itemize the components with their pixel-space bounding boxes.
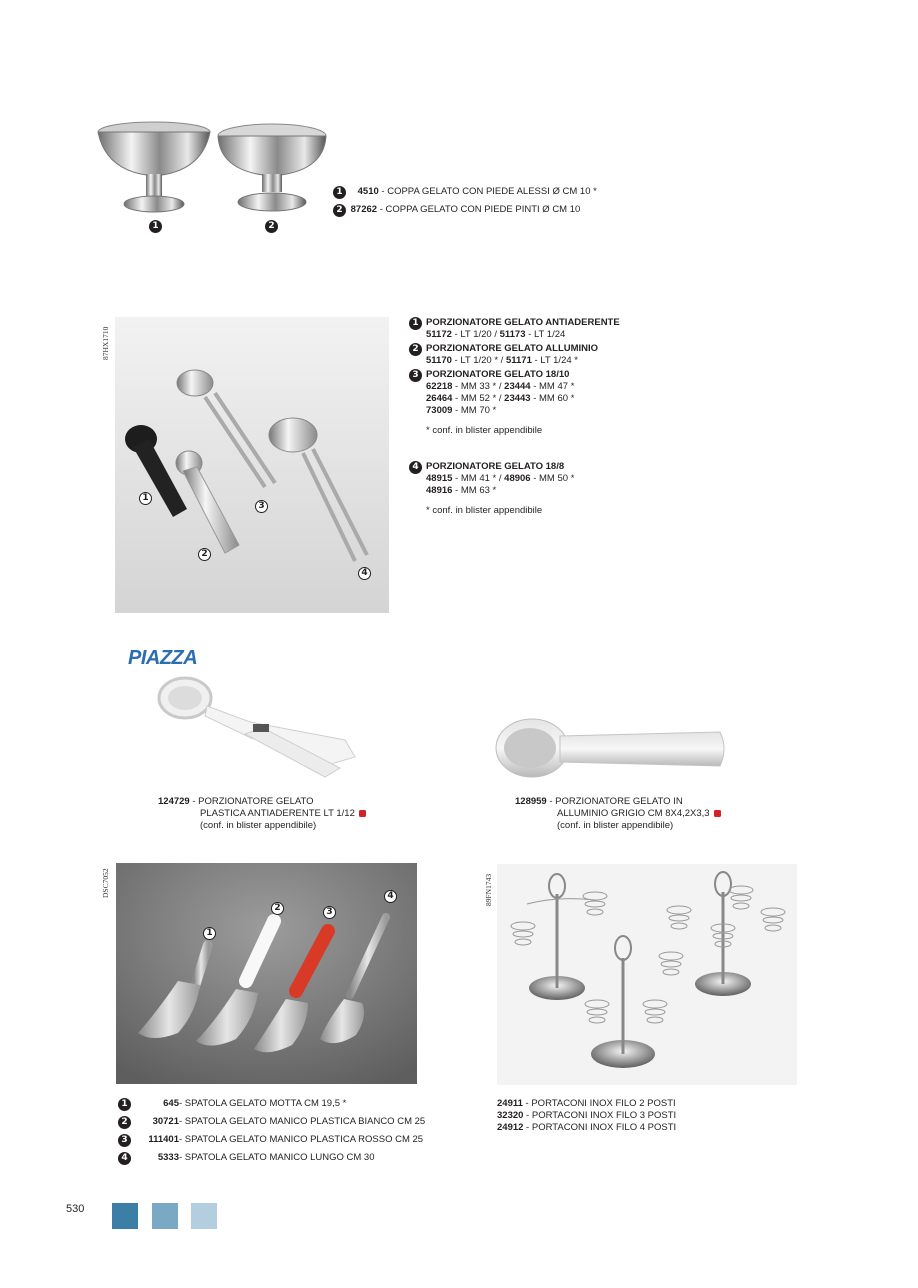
porzionatore-item-4 <box>409 461 709 517</box>
text: - LT 1/24 <box>525 329 566 340</box>
product-code: 87262 <box>350 204 378 215</box>
caption-line-3: (conf. in blister appendibile) <box>557 820 674 831</box>
text: - LT 1/20 * / <box>451 355 506 366</box>
product-desc: - PORTACONI INOX FILO 3 POSTI <box>523 1110 677 1121</box>
product-desc: - PORZIONATORE GELATO IN <box>546 796 683 807</box>
spatole-list <box>118 1098 425 1165</box>
item-title-text: PORZIONATORE GELATO 18/8 <box>426 461 565 472</box>
portaconi-line-3 <box>497 1122 676 1134</box>
text: - MM 41 * / <box>452 473 505 484</box>
text: - MM 60 * <box>530 393 575 404</box>
caption-line-3: (conf. in blister appendibile) <box>200 820 317 831</box>
product-desc: - COPPA GELATO CON PIEDE ALESSI Ø CM 10 * <box>378 186 597 197</box>
text: - MM 33 * / <box>452 381 505 392</box>
footer-swatch-light <box>191 1203 217 1229</box>
item-row <box>426 405 709 417</box>
code: 51171 <box>505 355 532 366</box>
product-code: 32320 <box>497 1110 524 1121</box>
text: - MM 63 * <box>452 485 497 496</box>
code: 23443 <box>504 393 531 404</box>
number-badge: 3 <box>118 1134 131 1147</box>
number-badge: 1 <box>118 1098 131 1111</box>
code: 48915 <box>426 473 453 484</box>
caption-line-2 <box>515 808 721 820</box>
coppa-line-1 <box>333 186 597 199</box>
item-title <box>426 461 709 473</box>
porzionatore-label-3: 3 <box>255 500 268 513</box>
code: 48916 <box>426 485 453 496</box>
code: 51172 <box>426 329 452 340</box>
spatola-line-1 <box>118 1098 425 1111</box>
photo-code-3: 89FN1743 <box>484 873 493 906</box>
alu-scoop-illustration <box>494 718 728 780</box>
item-note: * conf. in blister appendibile <box>426 425 543 436</box>
coppa-list <box>333 186 597 217</box>
item-title-text: PORZIONATORE GELATO ANTIADERENTE <box>426 317 620 328</box>
product-desc: - COPPA GELATO CON PIEDE PINTI Ø CM 10 <box>377 204 581 215</box>
spatola-label-4: 4 <box>384 890 397 903</box>
product-code: 24912 <box>497 1122 524 1133</box>
spatola-line-3 <box>118 1134 425 1147</box>
red-marker-icon <box>359 810 366 817</box>
coppa-label-1: 1 <box>149 220 162 233</box>
porzionatore-item-1 <box>409 317 709 341</box>
number-badge: 4 <box>409 461 422 474</box>
caption-line-2 <box>158 808 366 820</box>
product-desc: - PORTACONI INOX FILO 2 POSTI <box>522 1098 676 1109</box>
item-row <box>426 355 709 367</box>
alu-scoop-image <box>494 718 728 780</box>
code: 51173 <box>499 329 526 340</box>
piazza-scoop-image <box>155 672 365 787</box>
piazza-right-caption <box>515 796 721 832</box>
spatole-illustration <box>116 863 417 1084</box>
code: 51170 <box>426 355 452 366</box>
portaconi-photo <box>497 864 797 1085</box>
code: 23444 <box>504 381 531 392</box>
text: - LT 1/20 / <box>451 329 500 340</box>
caption-line-1 <box>515 796 721 808</box>
spatola-label-2: 2 <box>271 902 284 915</box>
porzionatore-label-2: 2 <box>198 548 211 561</box>
number-badge: 2 <box>118 1116 131 1129</box>
code: 48906 <box>504 473 531 484</box>
product-desc: - SPATOLA GELATO MANICO PLASTICA BIANCO CM 25 <box>179 1116 426 1127</box>
item-row <box>426 393 709 405</box>
item-note: * conf. in blister appendibile <box>426 505 543 516</box>
code: 73009 <box>426 405 453 416</box>
item-title-text: PORZIONATORE GELATO ALLUMINIO <box>426 343 599 354</box>
item-title-text: PORZIONATORE GELATO 18/10 <box>426 369 570 380</box>
product-code: 5333 <box>157 1152 179 1163</box>
number-badge: 4 <box>118 1152 131 1165</box>
spatola-label-3: 3 <box>323 906 336 919</box>
porzionatore-item-2 <box>409 343 709 367</box>
product-desc: - SPATOLA GELATO MANICO PLASTICA ROSSO CM 25 <box>179 1134 424 1145</box>
product-desc: - SPATOLA GELATO MANICO LUNGO CM 30 <box>179 1152 375 1163</box>
caption-line-1 <box>158 796 366 808</box>
footer-swatch-medium <box>152 1203 178 1229</box>
number-badge: 2 <box>409 343 422 356</box>
portaconi-list <box>497 1098 676 1134</box>
product-code: 128959 <box>515 796 547 807</box>
portaconi-line-2 <box>497 1110 676 1122</box>
porzionatore-label-4: 4 <box>358 567 371 580</box>
porzionatori-list <box>409 317 709 517</box>
product-code: 124729 <box>158 796 190 807</box>
product-desc-2: ALLUMINIO GRIGIO CM 8X4,2X3,3 <box>557 808 710 819</box>
portaconi-line-1 <box>497 1098 676 1110</box>
product-desc: - PORTACONI INOX FILO 4 POSTI <box>523 1122 677 1133</box>
text: - MM 52 * / <box>452 393 505 404</box>
photo-code-1: 87HX1710 <box>101 326 110 360</box>
item-row <box>426 381 709 393</box>
code: 26464 <box>426 393 453 404</box>
porzionatori-illustration <box>115 317 389 613</box>
item-row <box>426 473 709 485</box>
spatola-line-4 <box>118 1152 425 1165</box>
spatola-line-2 <box>118 1116 425 1129</box>
item-row <box>426 485 709 497</box>
spatola-label-1: 1 <box>203 927 216 940</box>
product-code: 4510 <box>357 186 379 197</box>
number-badge: 1 <box>333 186 346 199</box>
spatole-photo <box>116 863 417 1084</box>
product-desc: - PORZIONATORE GELATO <box>189 796 314 807</box>
number-badge: 3 <box>409 369 422 382</box>
product-code: 30721 <box>152 1116 179 1127</box>
portaconi-illustration <box>497 864 797 1085</box>
product-desc: - SPATOLA GELATO MOTTA CM 19,5 * <box>179 1098 347 1109</box>
number-badge: 1 <box>409 317 422 330</box>
product-code: 24911 <box>497 1098 523 1109</box>
porzionatori-photo <box>115 317 389 613</box>
product-code: 111401 <box>148 1134 179 1145</box>
code: 62218 <box>426 381 453 392</box>
text: - LT 1/24 * <box>531 355 578 366</box>
plastic-scoop-illustration <box>155 672 365 787</box>
product-desc-2: PLASTICA ANTIADERENTE LT 1/12 <box>200 808 355 819</box>
porzionatore-item-3 <box>409 369 709 437</box>
photo-code-2: DSC7052 <box>101 868 110 898</box>
text: - MM 47 * <box>530 381 575 392</box>
porzionatore-label-1: 1 <box>139 492 152 505</box>
piazza-logo: PIAZZA <box>128 647 198 669</box>
coppa-images <box>92 110 332 220</box>
number-badge: 2 <box>333 204 346 217</box>
red-marker-icon <box>714 810 721 817</box>
coppa-label-2: 2 <box>265 220 278 233</box>
coppa-line-2 <box>333 204 597 217</box>
item-title <box>426 369 709 381</box>
item-title <box>426 343 709 355</box>
piazza-left-caption <box>158 796 366 832</box>
text: - MM 70 * <box>452 405 497 416</box>
coppa-illustration <box>92 110 332 220</box>
page-number: 530 <box>66 1203 85 1215</box>
item-row <box>426 329 709 341</box>
product-code: 645 <box>163 1098 179 1109</box>
text: - MM 50 * <box>530 473 575 484</box>
item-title <box>426 317 709 329</box>
footer-swatch-dark <box>112 1203 138 1229</box>
